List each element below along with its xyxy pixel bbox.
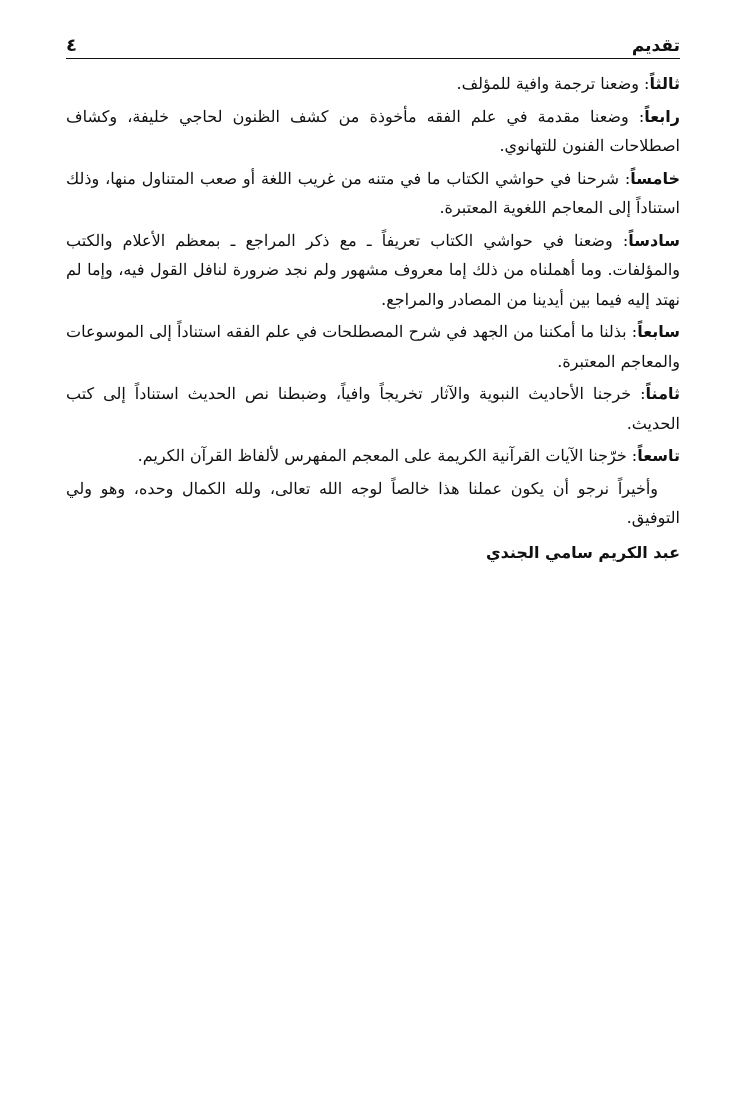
running-header xyxy=(66,30,680,59)
paragraph-item-5 xyxy=(66,164,680,223)
paragraph-text: : بذلنا ما أمكننا من الجهد في شرح المصطلحات في علم الفقه استناداً إلى الموسوعات والمعاجم المعتبرة. xyxy=(66,322,680,371)
paragraph-text: : وضعنا ترجمة وافية للمؤلف. xyxy=(456,74,650,93)
paragraph-lead: سادساً xyxy=(628,230,680,250)
paragraph-item-7 xyxy=(66,317,680,376)
paragraph-text: : خرجنا الأحاديث النبوية والآثار تخريجاً وافياً، وضبطنا نص الحديث استناداً إلى كتب الحديث. xyxy=(66,384,680,433)
paragraph-text: : خرّجنا الآيات القرآنية الكريمة على المعجم المفهرس لألفاظ القرآن الكريم. xyxy=(137,446,638,465)
paragraph-lead: ثامناً xyxy=(645,384,680,403)
closing-paragraph: وأخيراً نرجو أن يكون عملنا هذا خالصاً لوجه الله تعالى، ولله الكمال وحده، وهو ولي التوفيق. xyxy=(66,478,680,527)
paragraph-lead: ثالثاً xyxy=(649,74,680,93)
page-number: ٤ xyxy=(66,35,77,56)
paragraph-lead: خامساً xyxy=(630,168,680,188)
paragraph-item-6 xyxy=(66,226,680,315)
paragraph-lead: رابعاً xyxy=(644,106,680,126)
paragraph-text: : وضعنا مقدمة في علم الفقه مأخوذة من كشف الظنون لحاجي خليفة، وكشاف اصطلاحات الفنون للتهانوي. xyxy=(66,106,680,155)
paragraph-item-9 xyxy=(66,441,680,471)
author-signature: عبد الكريم سامي الجندي xyxy=(485,542,680,562)
paragraph-item-4 xyxy=(66,102,680,161)
book-page xyxy=(66,30,680,562)
paragraph-item-3 xyxy=(66,69,680,99)
paragraph-lead: سابعاً xyxy=(637,322,680,341)
paragraph-text: : وضعنا في حواشي الكتاب تعريفاً ـ مع ذكر المراجع ـ بمعظم الأعلام والكتب والمؤلفات. وما أهملناه من ذلك إما معروف مشهور ولم نجد ضرورة لنافل القول فيه، وإما لم نهتد إليه فيما بين أيدينا من المصادر والمراجع. xyxy=(66,230,681,309)
header-title: تقديم xyxy=(631,36,680,56)
paragraph-text: : شرحنا في حواشي الكتاب ما في متنه من غريب اللغة أو صعب المتناول منها، وذلك استناداً إلى المعاجم اللغوية المعتبرة. xyxy=(66,168,680,217)
paragraph-item-8 xyxy=(66,379,680,438)
page-body xyxy=(66,69,680,562)
paragraph-lead: تاسعاً xyxy=(637,446,680,465)
